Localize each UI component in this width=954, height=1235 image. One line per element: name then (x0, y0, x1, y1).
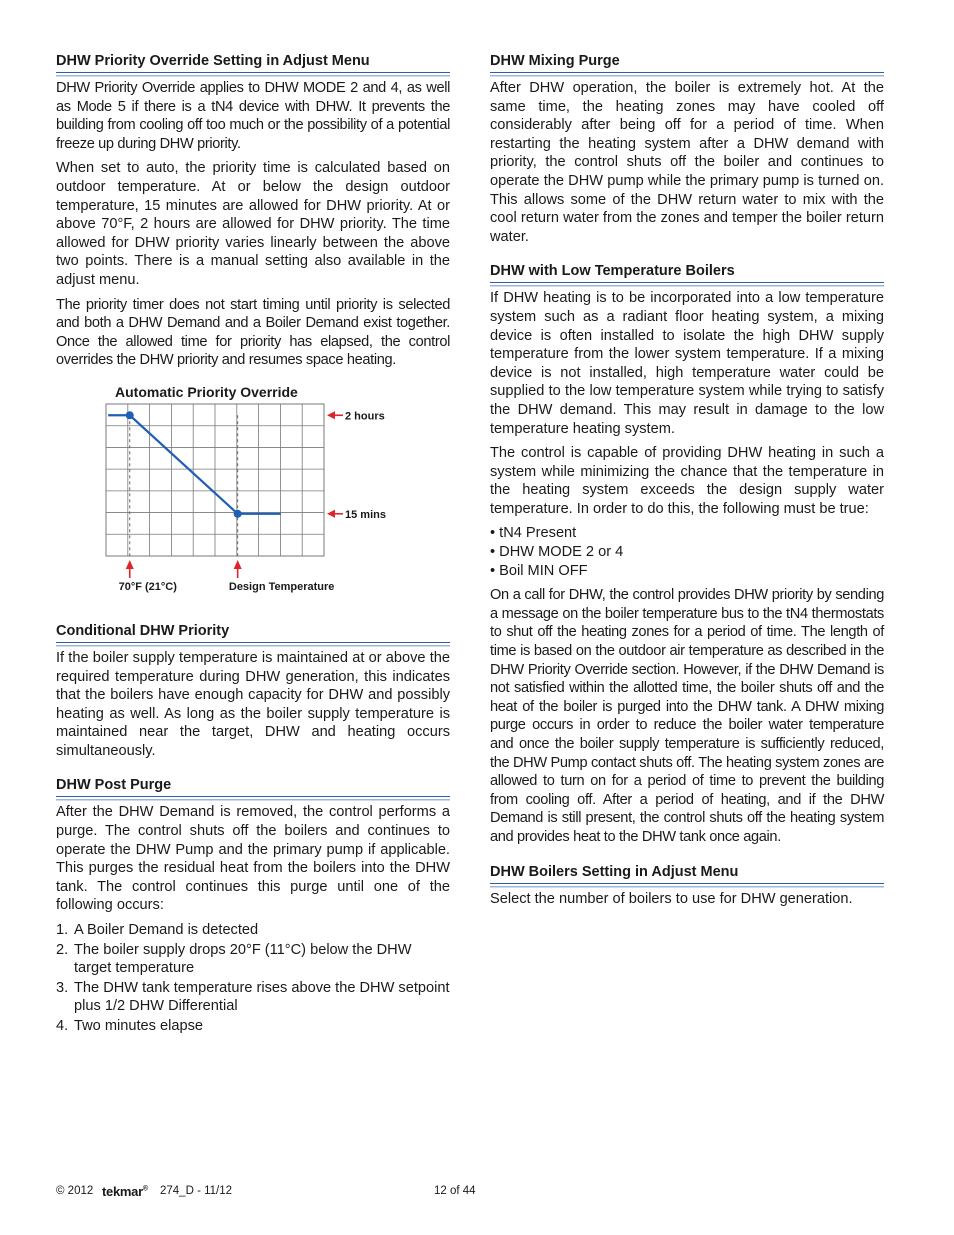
section-title: Conditional DHW Priority (56, 622, 450, 643)
purge-conditions-list (56, 921, 450, 1036)
section-boilers-setting (490, 863, 884, 909)
x-marker-arrowhead (234, 560, 242, 569)
list-item: 3. The DHW tank temperature rises above the DHW setpoint plus 1/2 DHW Differential (56, 979, 450, 1015)
paragraph: If DHW heating is to be incorporated into a low temperature system such as a radiant floor heating system, a mixing device is often installed to isolate the high DHW supply temperature from the lower system temperature. If a mixing device is not installed, high temperature water could be supplied to the low temperature system while trying to satisfy the DHW demand. This may result in damage to the low temperature heating system. (490, 290, 884, 437)
list-item: 4. Two minutes elapse (56, 1018, 203, 1034)
y-marker-label: 2 hours (345, 410, 385, 423)
section-conditional-priority (56, 622, 450, 761)
list-item: • DHW MODE 2 or 4 (490, 543, 884, 562)
section-title: DHW Mixing Purge (490, 52, 884, 73)
data-point (234, 510, 242, 518)
paragraph: On a call for DHW, the control provides DHW priority by sending a message on the boiler temperature bus to the tN4 thermostats to shut off the heating zones for a period of time. The length of time is based on the outdoor air temperature as described in the DHW Priority Override section. However, if the DHW Demand is not satisfied within the allotted time, the boiler shuts off and the heat of the boiler is purged into the DHW tank. A DHW mixing purge occurs in order to reduce the boiler water temperature and once the boiler supply temperature is sufficiently reduced, the DHW Pump contact shuts off. The heating system zones are allowed to turn on for a period of time to prevent the building from cooling off. After a period of heating, and if the DHW Demand is still present, the control shuts off the heating system and provides heat to the DHW tank once again. (490, 587, 884, 845)
section-post-purge (56, 776, 450, 1035)
section-title: DHW with Low Temperature Boilers (490, 262, 884, 283)
section-title: DHW Post Purge (56, 776, 450, 797)
x-marker-arrowhead (126, 560, 134, 569)
section-priority-override (56, 52, 450, 370)
list-item: • Boil MIN OFF (490, 562, 884, 581)
section-title: DHW Priority Override Setting in Adjust Menu (56, 52, 450, 73)
right-column (490, 52, 884, 908)
requirements-list (490, 524, 884, 580)
y-marker-arrowhead (327, 510, 335, 518)
copyright: © 2012 (56, 1185, 94, 1197)
section-mixing-purge (490, 52, 884, 246)
paragraph: After DHW operation, the boiler is extremely hot. At the same time, the heating zones may have cooled off considerably after being off for a period of time. When restarting the heating system after a DHW demand with priority, the control shuts off the boiler and continues to operate the DHW pump while the primary pump is turned on. This allows some of the DHW return water to mix with the cool return water from the zones and temper the boiler return water. (490, 80, 884, 245)
section-low-temp-boilers (490, 262, 884, 846)
x-marker-label: Design Temperature (228, 580, 335, 593)
section-title: DHW Boilers Setting in Adjust Menu (490, 863, 884, 884)
paragraph: Select the number of boilers to use for DHW generation. (490, 890, 853, 907)
paragraph: The priority timer does not start timing until priority is selected and both a DHW Demand and a Boiler Demand exist together. Once the allowed time for priority has elapsed, the control overrides the DHW priority and resumes space heating. (56, 296, 450, 369)
paragraph: When set to auto, the priority time is calculated based on outdoor temperature. At or below the design outdoor temperature, 15 minutes are allowed for DHW priority. At or above 70°F, 2 hours are allowed for DHW priority. The time allowed for DHW priority varies linearly between the above two points. There is a manual setting also available in the adjust menu. (56, 160, 450, 288)
x-marker-label: 70°F (21°C) (118, 580, 177, 593)
list-item: • tN4 Present (490, 524, 884, 543)
document-code: 274_D - 11/12 (160, 1185, 233, 1197)
auto-priority-override-chart (56, 384, 450, 606)
paragraph: If the boiler supply temperature is maintained at or above the required temperature during DHW generation, this indicates that the boilers have enough capacity for DHW and possibly heating as well. As long as the boiler supply temperature is maintained near the target, DHW and heating occurs simultaneously. (56, 649, 450, 759)
list-item: 2. The boiler supply drops 20°F (11°C) below the DHW target temperature (56, 941, 412, 977)
chart-title: Automatic Priority Override (115, 383, 298, 400)
chart-svg (56, 384, 450, 606)
page-footer (56, 1185, 884, 1201)
left-column (56, 52, 450, 1037)
priority-time-line (108, 415, 281, 514)
y-marker-label: 15 mins (345, 508, 386, 521)
y-marker-arrowhead (327, 411, 335, 419)
page-number: 12 of 44 (434, 1185, 476, 1197)
brand-logo: tekmar® (102, 1184, 148, 1199)
data-point (126, 411, 134, 419)
paragraph: After the DHW Demand is removed, the control performs a purge. The control shuts off the boilers and continues to operate the DHW Pump and the primary pump if applicable. This purges the residual heat from the boilers into the DHW tank. The control continues this purge until one of the following occurs: (56, 804, 450, 914)
list-item: 1. A Boiler Demand is detected (56, 922, 259, 939)
paragraph: DHW Priority Override applies to DHW MODE 2 and 4, as well as Mode 5 if there is a tN4 device with DHW. It prevents the building from cooling off too much or the possibility of a potential freeze up during DHW priority. (56, 80, 450, 152)
paragraph: The control is capable of providing DHW heating in such a system while minimizing the chance that the temperature in the heating system exceeds the design supply water temperature. In order to do this, the following must be true: (490, 445, 884, 517)
